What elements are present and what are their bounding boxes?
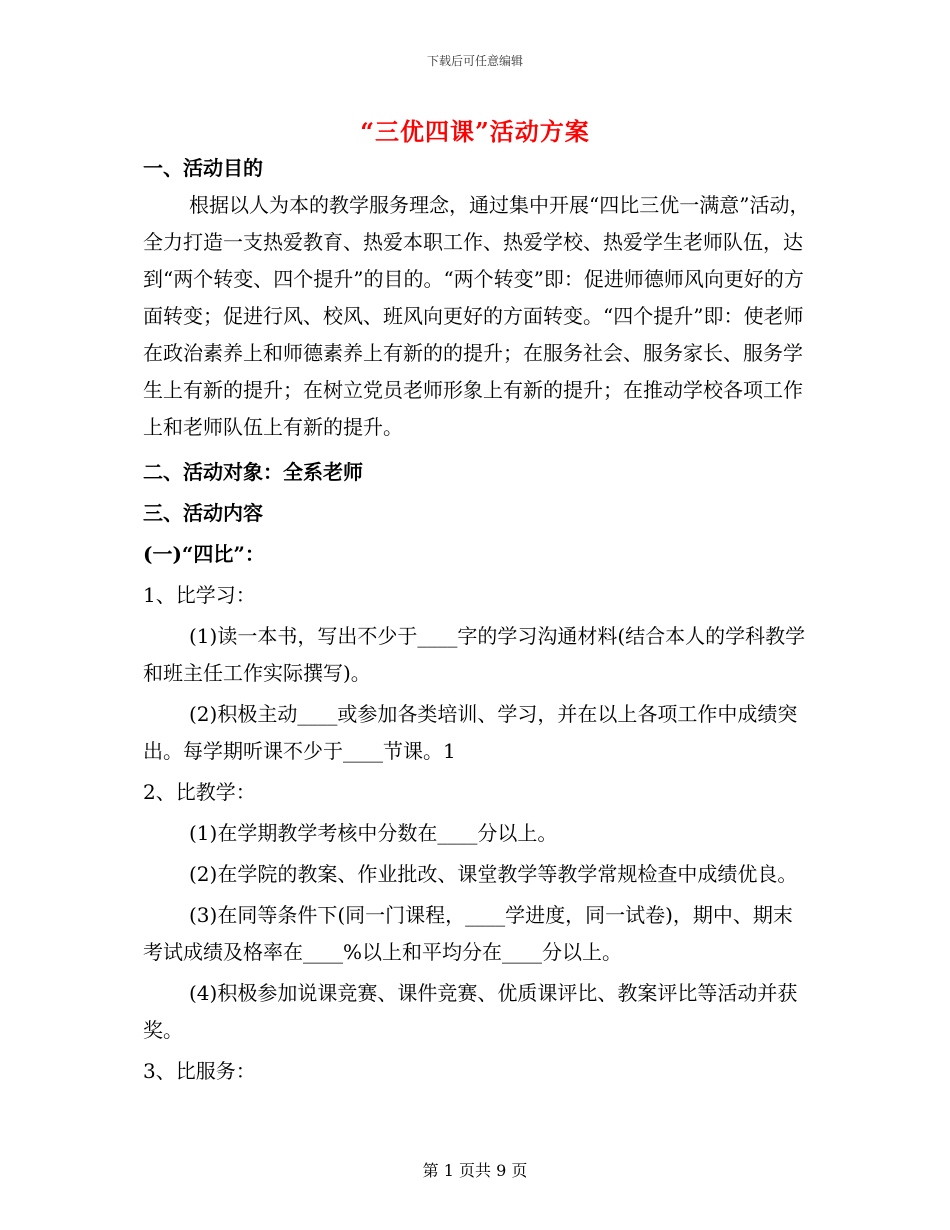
section-3-subheading: (一)“四比”： [143,542,265,566]
item-2-point-2: (2)在学院的教案、作业批改、课堂教学等教学常规检查中成绩优良。 [189,862,798,886]
item-2-point-3: (3)在同等条件下(同一门课程，____学进度，同一试卷)，期中、期末考试成绩及格率在____%以上和平均分在____分以上。 [143,903,793,964]
item-1-title: 1、比学习： [143,583,256,607]
item-2-point-4: (4)积极参加说课竞赛、课件竞赛、优质课评比、教案评比等活动并获奖。 [143,981,798,1042]
section-3-heading: 三、活动内容 [143,501,263,525]
page-footer: 第 1 页共 9 页 [422,1161,528,1180]
document-title: “三优四课”活动方案 [360,117,590,146]
section-1-paragraph: 根据以人为本的教学服务理念，通过集中开展“四比三优一满意”活动，全力打造一支热爱教育、热爱本职工作、热爱学校、热爱学生老师队伍，达到“两个转变、四个提升”的目的。“两个转变”即：促进师德师风向更好的方面转变；促进行风、校风、班风向更好的方面转变。“四个提升”即：使老师在政治素养上和师德素养上有新的的提升；在服务社会、服务家长、服务学生上有新的提升；在树立党员老师形象上有新的提升；在推动学校各项工作上和老师队伍上有新的提升。 [143,193,810,439]
item-1-point-1: (1)读一本书，写出不少于____字的学习沟通材料(结合本人的学科教学和班主任工作实际撰写)。 [143,624,806,685]
document-body [143,150,810,1090]
item-2-title: 2、比教学： [143,780,256,804]
item-1-point-2: (2)积极主动____或参加各类培训、学习，并在以上各项工作中成绩突出。每学期听课不少于____节课。1 [143,702,798,763]
section-2-heading: 二、活动对象：全系老师 [143,460,363,484]
item-2-point-1: (1)在学期教学考核中分数在____分以上。 [189,821,558,845]
item-3-title: 3、比服务： [143,1059,256,1083]
header-note: 下载后可任意编辑 [426,54,523,68]
section-1-heading: 一、活动目的 [143,156,263,180]
